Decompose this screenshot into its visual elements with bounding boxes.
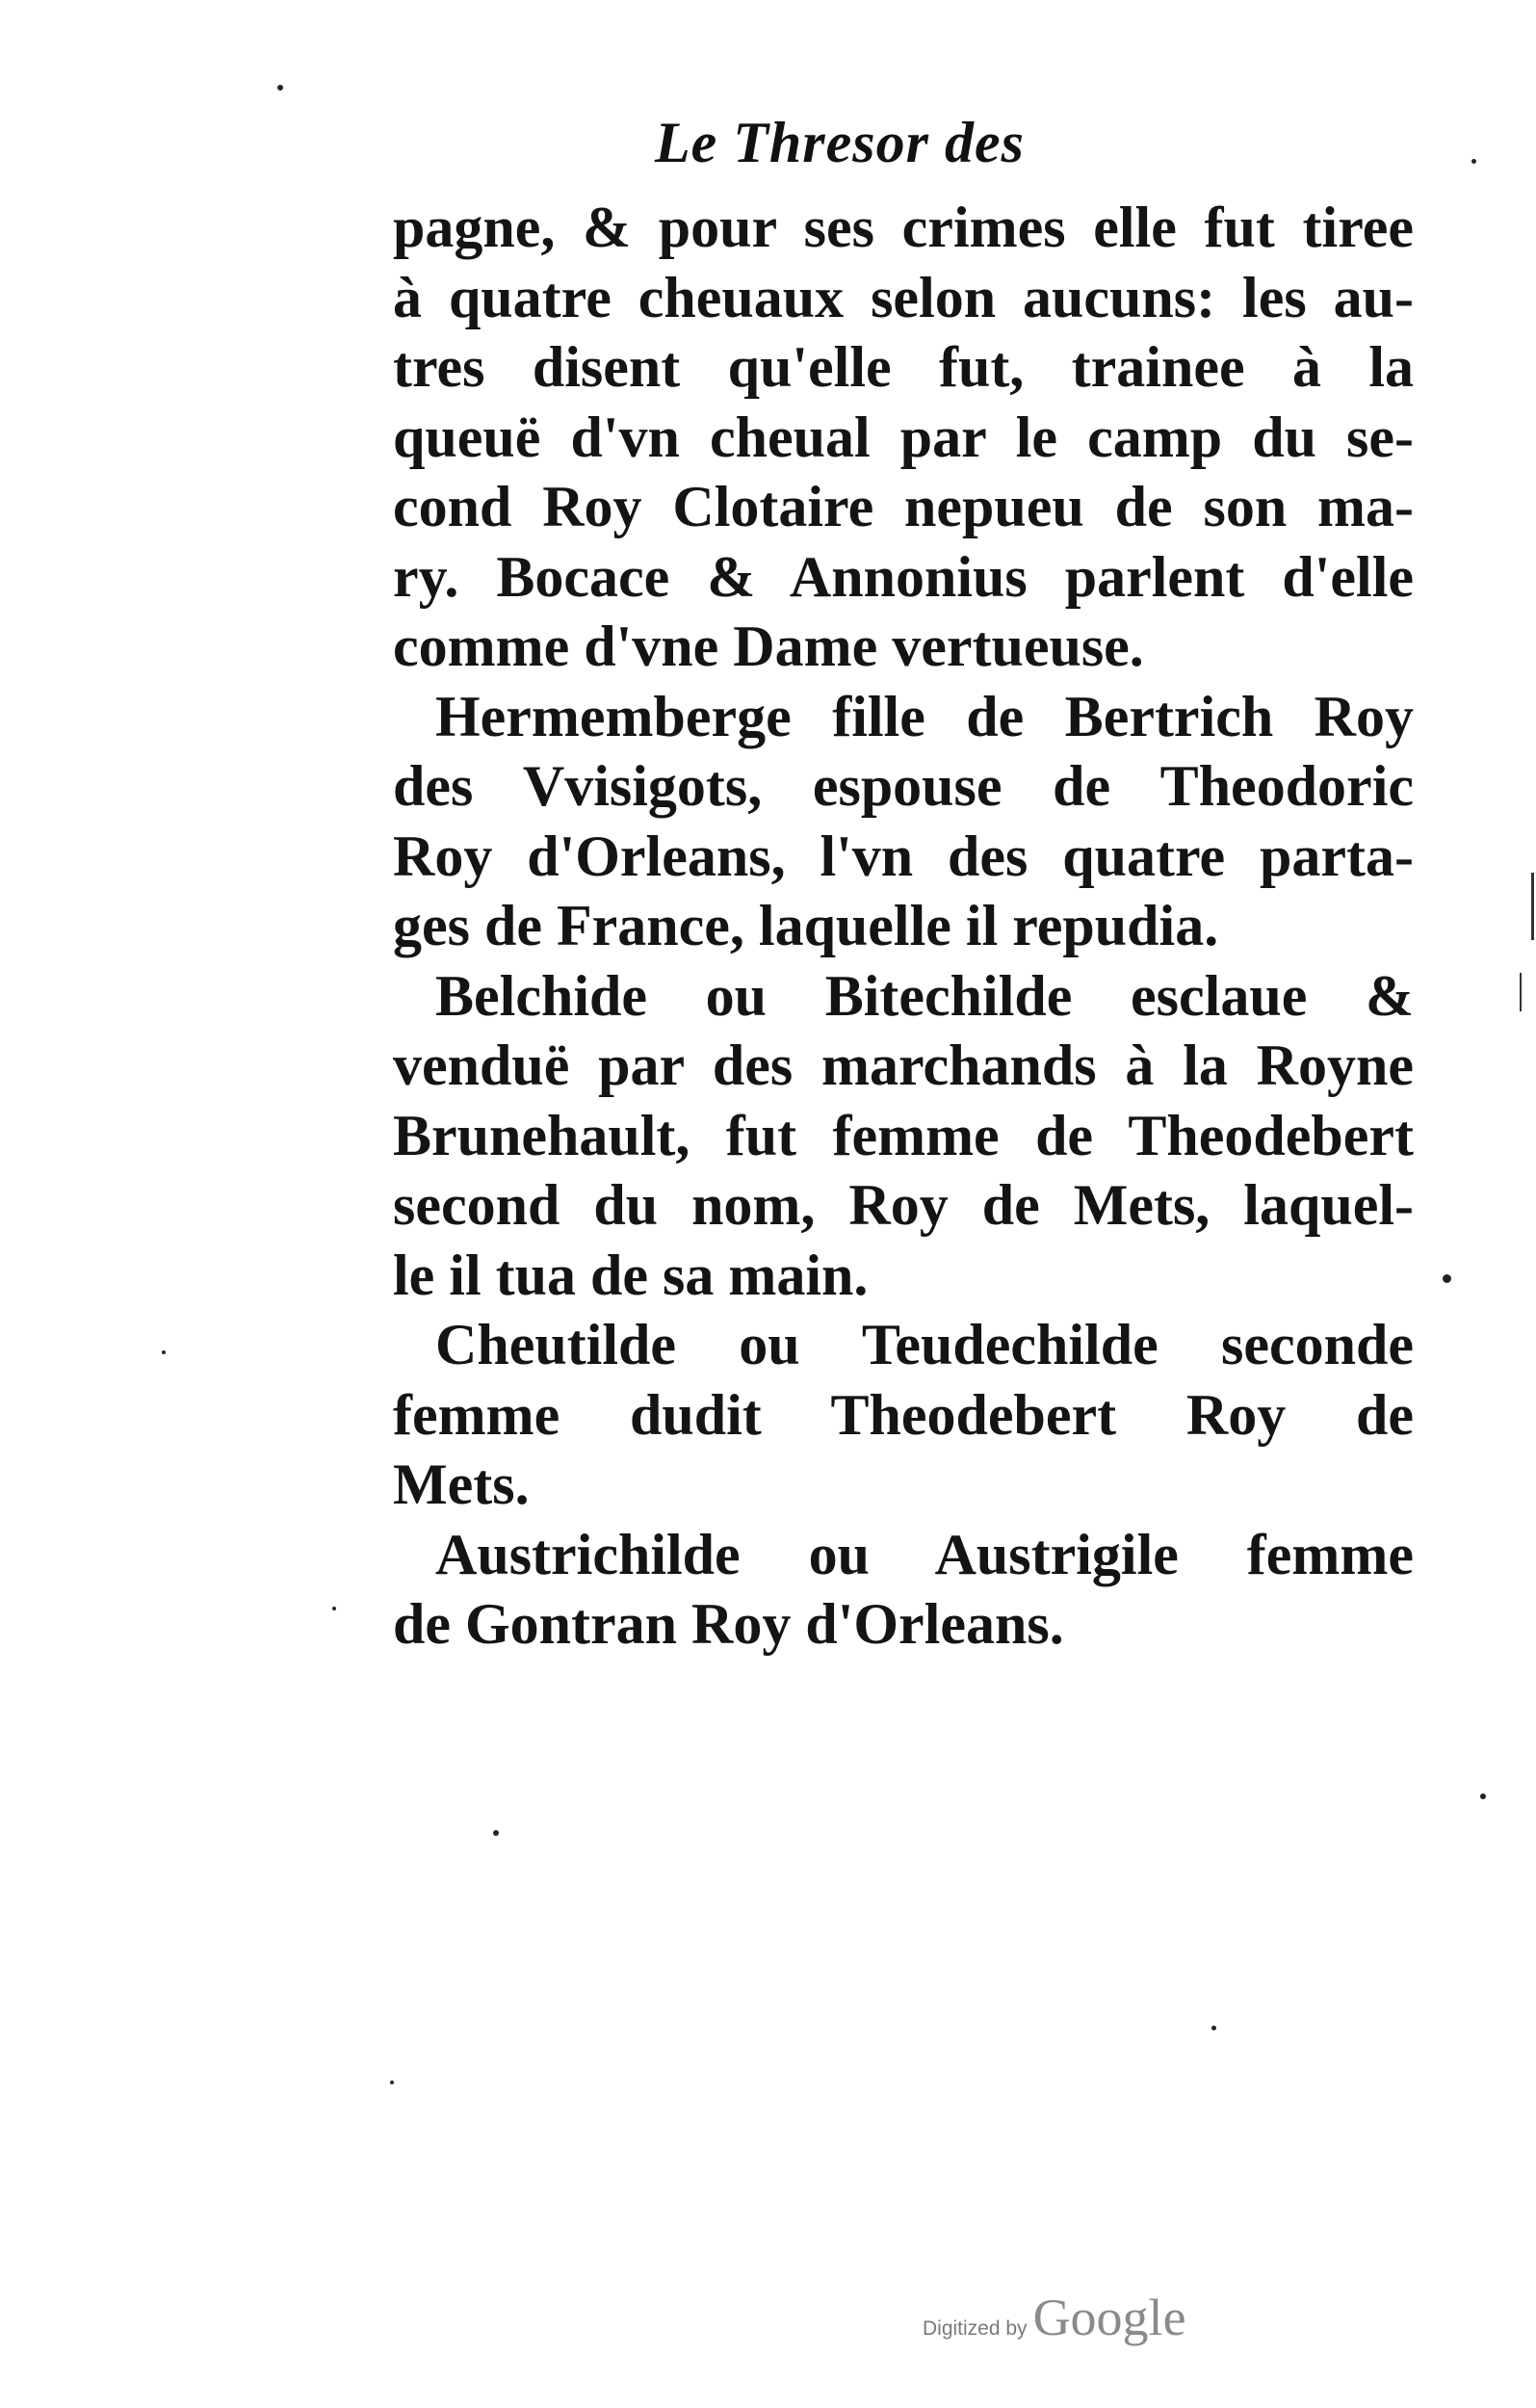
text-line: Hermemberge fille de Bertrich Roy: [435, 684, 1414, 748]
scan-speck: [1471, 159, 1476, 164]
text-line: Brunehault, fut femme de Theodebert: [393, 1103, 1414, 1167]
text-line: ry. Bocace & Annonius parlent d'elle: [393, 544, 1414, 609]
scan-speck: [277, 85, 283, 91]
body-text: [393, 193, 1414, 1660]
text-line: ges de France, laquelle il repudia.: [393, 894, 1219, 957]
scan-mark: [1531, 873, 1534, 940]
digitized-by-label: Digitized by: [923, 2317, 1028, 2340]
paragraph: [393, 682, 1414, 961]
text-line: Roy d'Orleans, l'vn des quatre parta-: [393, 824, 1414, 888]
text-line: tres disent qu'elle fut, trainee à la: [393, 335, 1414, 399]
paragraph: [393, 1310, 1414, 1520]
text-line: Cheutilde ou Teudechilde seconde: [435, 1313, 1414, 1376]
text-line: Mets.: [393, 1453, 530, 1516]
text-line: queuë d'vn cheual par le camp du se-: [393, 405, 1414, 469]
paragraph: [393, 961, 1414, 1311]
scan-speck: [332, 1607, 336, 1610]
scan-mark: [1520, 973, 1522, 1011]
scan-speck: [390, 2081, 394, 2084]
paragraph: [393, 1520, 1414, 1660]
text-line: pagne, & pour ses crimes elle fut tiree: [393, 196, 1414, 259]
text-line: à quatre cheuaux selon aucuns: les au-: [393, 265, 1414, 329]
running-head: Le Thresor des: [655, 111, 1025, 174]
google-logo: Google: [1032, 2289, 1186, 2346]
text-line: cond Roy Clotaire nepueu de son ma-: [393, 475, 1414, 538]
scan-speck: [1443, 1274, 1451, 1283]
digitized-by-google-watermark: [923, 2288, 1186, 2347]
scan-speck: [493, 1830, 499, 1836]
scan-speck: [1480, 1793, 1486, 1799]
scan-speck: [1211, 2026, 1216, 2030]
text-line: femme dudit Theodebert Roy de: [393, 1382, 1414, 1447]
text-line: comme d'vne Dame vertueuse.: [393, 615, 1144, 678]
text-line: second du nom, Roy de Mets, laquel-: [393, 1173, 1414, 1237]
text-line: des Vvisigots, espouse de Theodoric: [393, 754, 1414, 818]
paragraph: [393, 193, 1414, 682]
text-line: de Gontran Roy d'Orleans.: [393, 1592, 1064, 1656]
text-line: le il tua de sa main.: [393, 1243, 869, 1307]
text-line: venduë par des marchands à la Royne: [393, 1034, 1414, 1097]
text-line: Austrichilde ou Austrigile femme: [435, 1522, 1414, 1586]
text-line: Belchide ou Bitechilde esclaue &: [435, 963, 1414, 1028]
scan-speck: [162, 1350, 166, 1354]
